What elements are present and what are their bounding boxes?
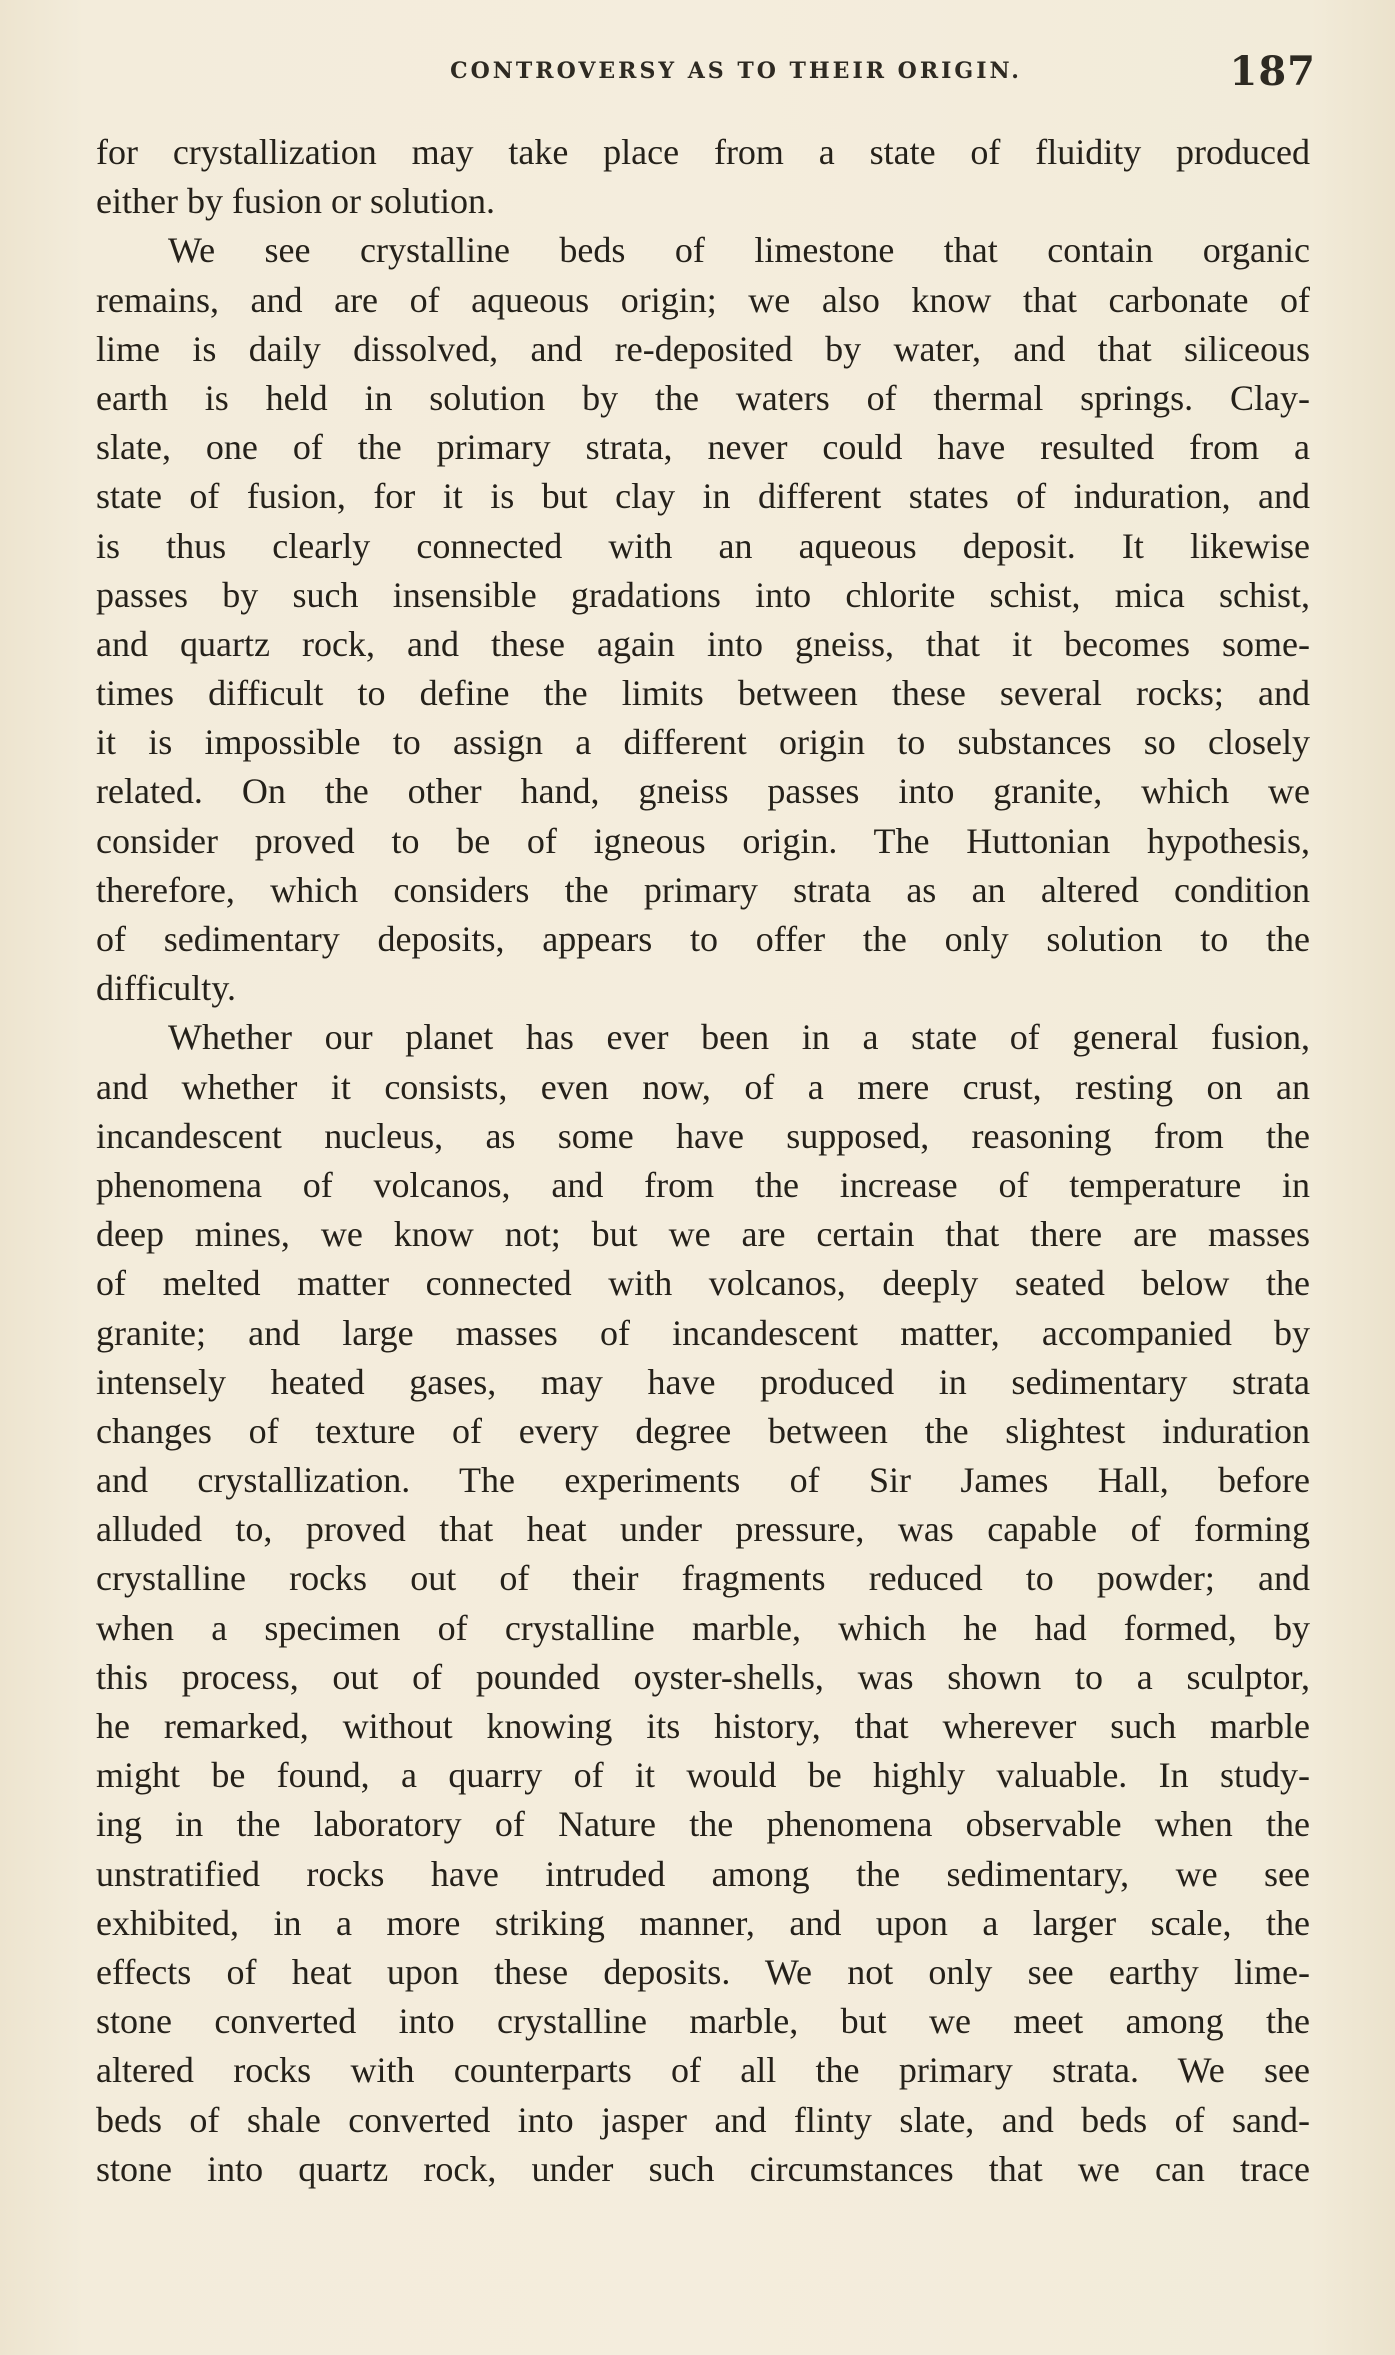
text-line: Whether our planet has ever been in a state of general fusion, [168, 1017, 1310, 1058]
text-line: related. On the other hand, gneiss passes into granite, which we [96, 771, 1310, 812]
text-line: of sedimentary deposits, appears to offer the only solution to the [96, 919, 1310, 959]
text-line: either by fusion or solution. [96, 181, 495, 222]
body-text [96, 128, 1310, 2194]
text-line: incandescent nucleus, as some have supposed, reasoning from the [96, 1115, 1310, 1156]
text-line: deep mines, we know not; but we are certain that there are masses [96, 1214, 1310, 1255]
text-line: passes by such insensible gradations into chlorite schist, mica schist, [96, 574, 1310, 615]
text-line: slate, one of the primary strata, never could have resulted from a [96, 427, 1310, 468]
text-line: of melted matter connected with volcanos, deeply seated below the [96, 1263, 1310, 1304]
running-title: CONTROVERSY AS TO THEIR ORIGIN. [450, 58, 1022, 84]
text-line: beds of shale converted into jasper and flinty slate, and beds of sand- [96, 2099, 1310, 2140]
text-line: this process, out of pounded oyster-shells, was shown to a sculptor, [96, 1656, 1310, 1697]
text-line: remains, and are of aqueous origin; we also know that carbonate of [96, 279, 1310, 320]
text-line: difficulty. [96, 968, 236, 1009]
page-number: 187 [1229, 48, 1316, 95]
text-line: he remarked, without knowing its history, that wherever such marble [96, 1706, 1310, 1746]
text-line: granite; and large masses of incandescent matter, accompanied by [96, 1312, 1310, 1353]
text-line: might be found, a quarry of it would be highly valuable. In study- [96, 1755, 1310, 1796]
text-line: and quartz rock, and these again into gneiss, that it becomes some- [96, 623, 1310, 664]
text-line: earth is held in solution by the waters of thermal springs. Clay- [96, 377, 1310, 418]
text-line: consider proved to be of igneous origin. The Huttonian hypothesis, [96, 820, 1310, 861]
text-line: times difficult to define the limits between these several rocks; and [96, 673, 1310, 714]
text-line: it is impossible to assign a different origin to substances so closely [96, 722, 1310, 763]
text-line: intensely heated gases, may have produced in sedimentary strata [96, 1361, 1310, 1402]
text-line: crystalline rocks out of their fragments reduced to powder; and [96, 1558, 1310, 1599]
text-line: stone into quartz rock, under such circumstances that we can trace [96, 2148, 1310, 2189]
text-line: unstratified rocks have intruded among the sedimentary, we see [96, 1853, 1310, 1894]
text-line: stone converted into crystalline marble, but we meet among the [96, 2001, 1310, 2042]
text-line: is thus clearly connected with an aqueous deposit. It likewise [96, 525, 1310, 566]
text-line: changes of texture of every degree between the slightest induration [96, 1410, 1310, 1451]
page-header [96, 48, 1316, 102]
text-line: exhibited, in a more striking manner, and upon a larger scale, the [96, 1902, 1310, 1943]
text-line: therefore, which considers the primary strata as an altered condition [96, 869, 1310, 910]
text-line: alluded to, proved that heat under pressure, was capable of forming [96, 1509, 1310, 1550]
text-line: phenomena of volcanos, and from the increase of temperature in [96, 1164, 1310, 1205]
text-line: for crystallization may take place from a state of fluidity produced [96, 132, 1310, 172]
text-line: and whether it consists, even now, of a mere crust, resting on an [96, 1066, 1310, 1107]
text-line: ing in the laboratory of Nature the phenomena observable when the [96, 1804, 1310, 1845]
text-line: altered rocks with counterparts of all the primary strata. We see [96, 2050, 1310, 2091]
text-line: and crystallization. The experiments of Sir James Hall, before [96, 1460, 1310, 1501]
text-line: when a specimen of crystalline marble, which he had formed, by [96, 1607, 1310, 1648]
text-line: effects of heat upon these deposits. We not only see earthy lime- [96, 1951, 1310, 1992]
text-line: We see crystalline beds of limestone that contain organic [168, 230, 1310, 271]
text-line: state of fusion, for it is but clay in different states of induration, and [96, 476, 1310, 517]
text-line: lime is daily dissolved, and re-deposited by water, and that siliceous [96, 328, 1310, 369]
